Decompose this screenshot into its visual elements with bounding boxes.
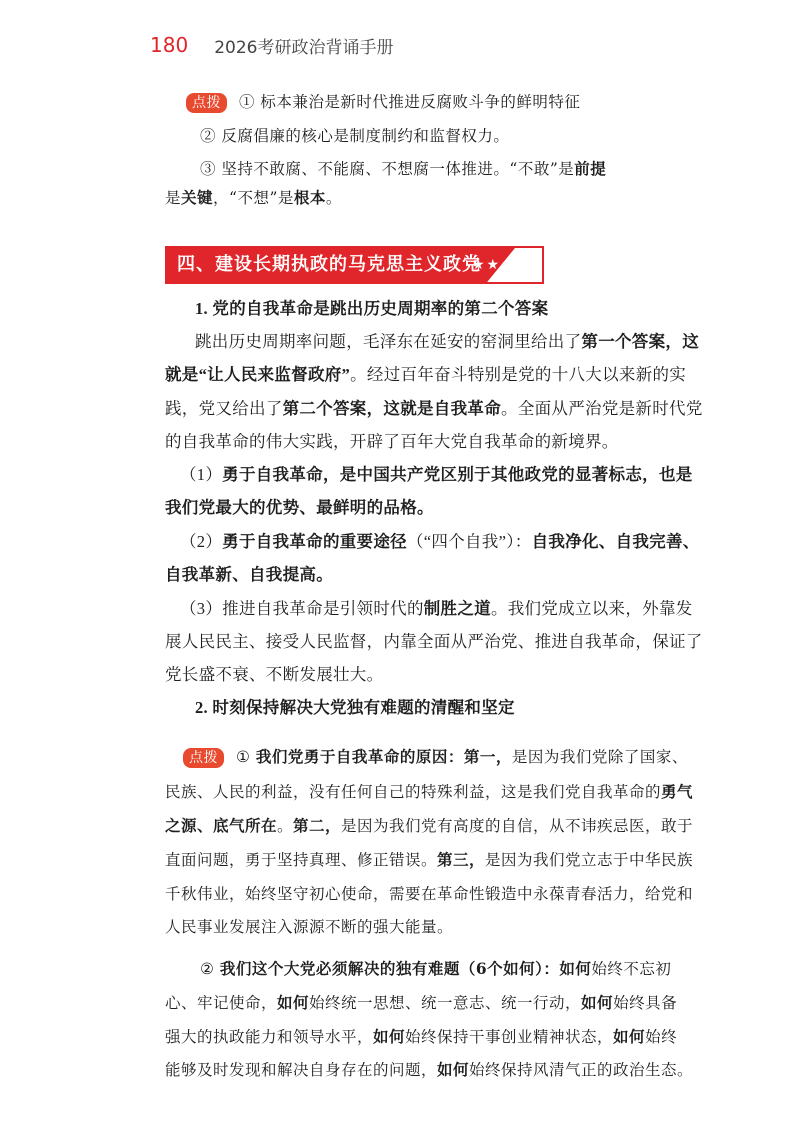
section-heading <box>165 246 544 284</box>
tip2-line-2: 民族、人民的利益，没有任何自己的特殊利益，这是我们党自我革命的勇气 <box>165 782 694 801</box>
tip3-line-2: 心、牢记使命，如何始终统一思想、统一意志、统一行动，如何始终具备 <box>165 993 678 1012</box>
tip3-line-3: 强大的执政能力和领导水平，如何始终保持干事创业精神状态，如何始终 <box>165 1027 678 1046</box>
subheading-1: 1. 党的自我革命是跳出历史周期率的第二个答案 <box>195 299 549 318</box>
para2-line-1: （1）勇于自我革命，是中国共产党区别于其他政党的显著标志，也是 <box>180 465 693 484</box>
running-header <box>150 32 393 58</box>
tip-line-3: ③ 坚持不敢腐、不能腐、不想腐一体推进。“不敢”是前提 <box>200 159 607 178</box>
para1-line-2: 就是“让人民来监督政府”。经过百年奋斗特别是党的十八大以来新的实 <box>165 365 687 384</box>
book-title: 2026考研政治背诵手册 <box>214 37 394 58</box>
para3-line-1: （2）勇于自我革命的重要途径（“四个自我”）：自我净化、自我完善、 <box>180 532 700 551</box>
tip-line-4: 是关键，“不想”是根本。 <box>165 188 342 207</box>
subheading-2: 2. 时刻保持解决大党独有难题的清醒和坚定 <box>195 698 515 717</box>
tip-line-1: 点拨 ① 标本兼治是新时代推进反腐败斗争的鲜明特征 <box>186 90 580 114</box>
para1-line-4: 的自我革命的伟大实践，开辟了百年大党自我革命的新境界。 <box>165 432 619 451</box>
tip3-line-4: 能够及时发现和解决自身存在的问题，如何始终保持风清气正的政治生态。 <box>165 1060 694 1079</box>
para4-line-3: 党长盛不衰、不断发展壮大。 <box>165 665 384 684</box>
para3-line-2: 自我革新、自我提高。 <box>165 565 333 584</box>
tip3-line-1: ② 我们这个大党必须解决的独有难题（6个如何）：如何始终不忘初 <box>200 959 672 978</box>
para2-line-2: 我们党最大的优势、最鲜明的品格。 <box>165 498 434 517</box>
page-number: 180 <box>150 33 189 57</box>
tip-badge-2: 点拨 <box>183 748 224 768</box>
tip2-line-3: 之源、底气所在。第二，是因为我们党有高度的自信，从不讳疾忌医，敢于 <box>165 816 694 835</box>
para1-line-3: 践，党又给出了第二个答案，这就是自我革命。全面从严治党是新时代党 <box>165 399 703 418</box>
tip-line-2: ② 反腐倡廉的核心是制度制约和监督权力。 <box>200 127 510 145</box>
tip-badge: 点拨 <box>186 93 227 113</box>
section-title: 四、建设长期执政的马克思主义政党 <box>177 254 481 275</box>
tip2-line-6: 人民事业发展注入源源不断的强大能量。 <box>165 918 454 936</box>
para4-line-1: （3）推进自我革命是引领时代的制胜之道。我们党成立以来，外靠发 <box>180 599 693 618</box>
tip2-line-4: 直面问题，勇于坚持真理、修正错误。第三，是因为我们党立志于中华民族 <box>165 850 694 869</box>
para1-line-1: 跳出历史周期率问题，毛泽东在延安的窑洞里给出了第一个答案，这 <box>195 332 700 351</box>
tip2-line-1: 点拨 ① 我们党勇于自我革命的原因：第一，是因为我们党除了国家、 <box>183 745 688 769</box>
para4-line-2: 展人民民主、接受人民监督，内靠全面从严治党、推进自我革命，保证了 <box>165 632 703 651</box>
importance-stars: ★★★ <box>472 257 516 273</box>
tip2-line-5: 千秋伟业，始终坚守初心使命，需要在革命性锻造中永葆青春活力，给党和 <box>165 885 694 903</box>
